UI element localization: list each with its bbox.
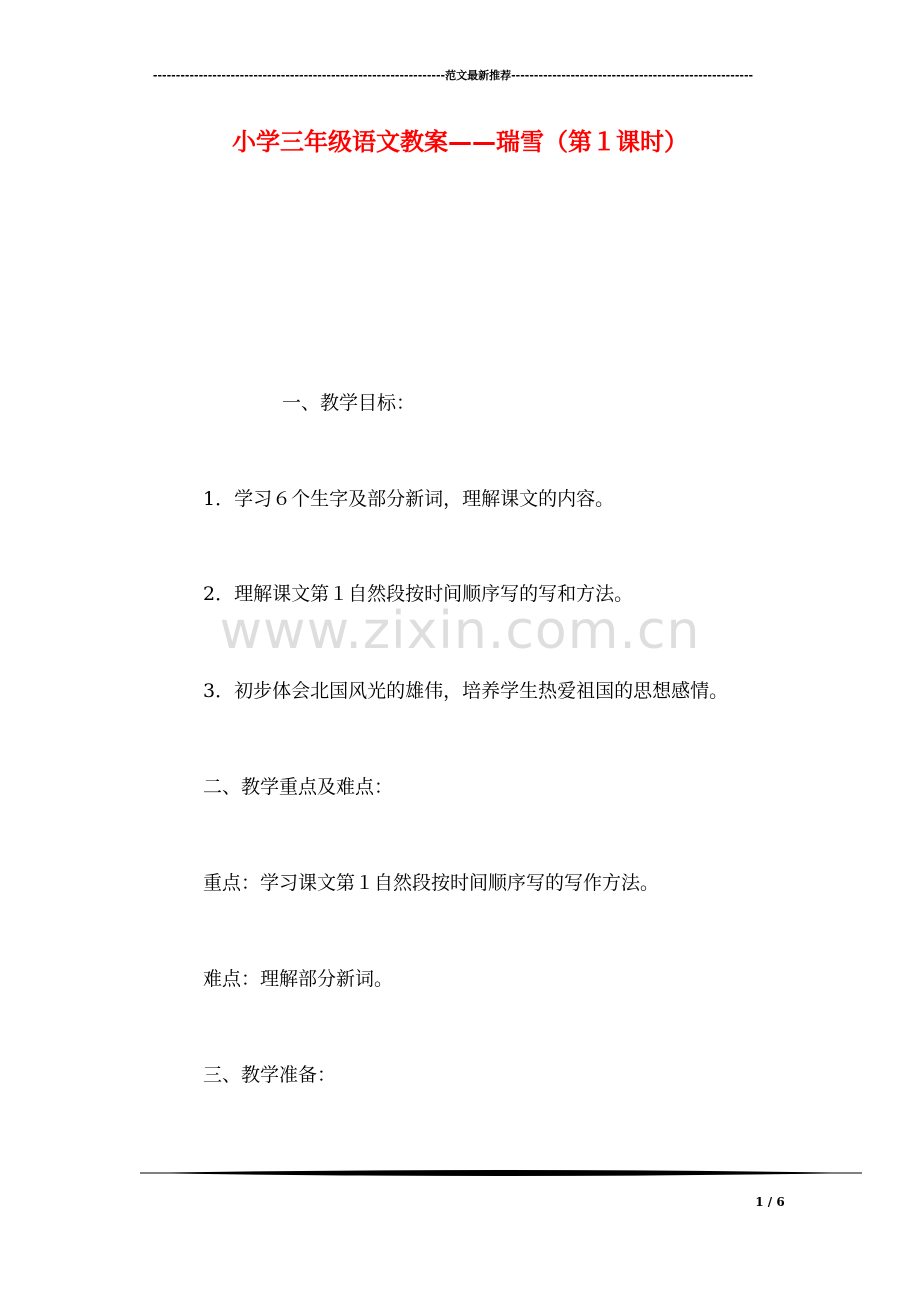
watermark: www.zixin.com.cn xyxy=(219,601,701,661)
section-heading-preparation: 三、教学准备： xyxy=(203,1064,337,1086)
difficulty-text: 难点：理解部分新词。 xyxy=(203,968,394,990)
document-title: 小学三年级语文教案——瑞雪（第１课时） xyxy=(232,128,688,156)
objective-item-3: 3．初步体会北国风光的雄伟，培养学生热爱祖国的思想感情。 xyxy=(203,680,729,702)
page-number: 1 / 6 xyxy=(755,1195,785,1209)
objective-item-1: 1．学习６个生字及部分新词，理解课文的内容。 xyxy=(203,488,615,510)
header-recommendation-line: ----------------------------------------------------------------范文最新推荐----------------------------------------------------- xyxy=(152,69,754,82)
section-heading-key-points: 二、教学重点及难点： xyxy=(203,776,394,798)
objective-item-2: 2．理解课文第１自然段按时间顺序写的写和方法。 xyxy=(203,583,634,605)
key-point-text: 重点：学习课文第１自然段按时间顺序写的写作方法。 xyxy=(203,872,660,894)
section-heading-objectives: 一、教学目标： xyxy=(282,392,416,414)
footer-rule xyxy=(140,1166,862,1180)
